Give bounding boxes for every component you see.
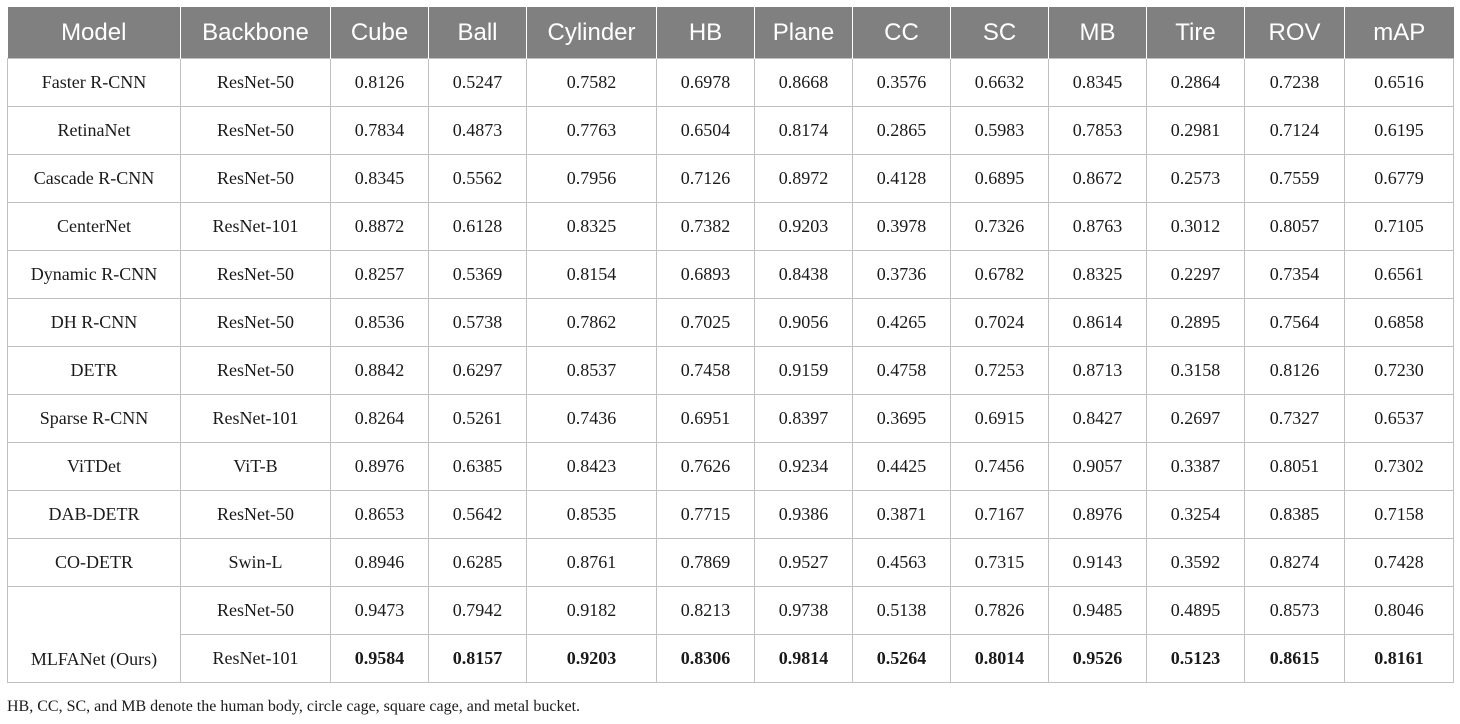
score-cell: 0.7826: [951, 587, 1049, 635]
score-cell: 0.2895: [1147, 299, 1245, 347]
score-cell: 0.8972: [755, 155, 853, 203]
score-cell: 0.8385: [1245, 491, 1345, 539]
score-cell: 0.3387: [1147, 443, 1245, 491]
score-cell: 0.5247: [429, 59, 527, 107]
model-cell: DH R-CNN: [8, 299, 181, 347]
score-cell: 0.7626: [657, 443, 755, 491]
score-cell: 0.8614: [1049, 299, 1147, 347]
header-cell: Plane: [755, 7, 853, 59]
score-cell: 0.7456: [951, 443, 1049, 491]
score-cell: 0.7458: [657, 347, 755, 395]
score-cell: 0.9738: [755, 587, 853, 635]
score-cell: 0.7956: [527, 155, 657, 203]
score-cell: 0.8842: [331, 347, 429, 395]
score-cell: 0.8397: [755, 395, 853, 443]
score-cell: 0.7354: [1245, 251, 1345, 299]
header-cell: ROV: [1245, 7, 1345, 59]
score-cell: 0.7853: [1049, 107, 1147, 155]
model-cell: DETR: [8, 347, 181, 395]
score-cell: 0.7559: [1245, 155, 1345, 203]
score-cell: 0.6978: [657, 59, 755, 107]
score-cell: 0.6895: [951, 155, 1049, 203]
score-cell: 0.2697: [1147, 395, 1245, 443]
score-cell: 0.8423: [527, 443, 657, 491]
score-cell: 0.8345: [1049, 59, 1147, 107]
model-cell: ViTDet: [8, 443, 181, 491]
score-cell: 0.8672: [1049, 155, 1147, 203]
header-cell: CC: [853, 7, 951, 59]
score-cell: 0.7869: [657, 539, 755, 587]
score-cell: 0.8213: [657, 587, 755, 635]
score-cell: 0.4563: [853, 539, 951, 587]
score-cell: 0.7582: [527, 59, 657, 107]
score-cell: 0.7126: [657, 155, 755, 203]
table-row: [8, 491, 1454, 539]
score-cell: 0.5123: [1147, 635, 1245, 683]
score-cell: 0.9584: [331, 635, 429, 683]
score-cell: 0.3012: [1147, 203, 1245, 251]
score-cell: 0.6285: [429, 539, 527, 587]
table-row: [8, 443, 1454, 491]
header-cell: Backbone: [181, 7, 331, 59]
backbone-cell: ResNet-50: [181, 107, 331, 155]
score-cell: 0.2573: [1147, 155, 1245, 203]
score-cell: 0.4895: [1147, 587, 1245, 635]
model-cell: Cascade R-CNN: [8, 155, 181, 203]
score-cell: 0.5738: [429, 299, 527, 347]
score-cell: 0.8668: [755, 59, 853, 107]
score-cell: 0.6915: [951, 395, 1049, 443]
backbone-cell: ResNet-50: [181, 299, 331, 347]
score-cell: 0.8653: [331, 491, 429, 539]
score-cell: 0.3592: [1147, 539, 1245, 587]
score-cell: 0.7564: [1245, 299, 1345, 347]
score-cell: 0.8264: [331, 395, 429, 443]
backbone-cell: ResNet-101: [181, 395, 331, 443]
score-cell: 0.8872: [331, 203, 429, 251]
score-cell: 0.8615: [1245, 635, 1345, 683]
header-cell: HB: [657, 7, 755, 59]
table-row: [8, 107, 1454, 155]
score-cell: 0.7862: [527, 299, 657, 347]
header-cell: Cube: [331, 7, 429, 59]
score-cell: 0.4128: [853, 155, 951, 203]
backbone-cell: ResNet-50: [181, 155, 331, 203]
score-cell: 0.8046: [1345, 587, 1454, 635]
score-cell: 0.9159: [755, 347, 853, 395]
score-cell: 0.5562: [429, 155, 527, 203]
score-cell: 0.7942: [429, 587, 527, 635]
table-row: [8, 155, 1454, 203]
score-cell: 0.8573: [1245, 587, 1345, 635]
score-cell: 0.2865: [853, 107, 951, 155]
score-cell: 0.7326: [951, 203, 1049, 251]
score-cell: 0.4425: [853, 443, 951, 491]
score-cell: 0.5369: [429, 251, 527, 299]
score-cell: 0.9143: [1049, 539, 1147, 587]
score-cell: 0.6128: [429, 203, 527, 251]
score-cell: 0.9057: [1049, 443, 1147, 491]
score-cell: 0.6782: [951, 251, 1049, 299]
score-cell: 0.8126: [331, 59, 429, 107]
score-cell: 0.7230: [1345, 347, 1454, 395]
score-cell: 0.9234: [755, 443, 853, 491]
score-cell: 0.3158: [1147, 347, 1245, 395]
table-row: [8, 347, 1454, 395]
backbone-cell: Swin-L: [181, 539, 331, 587]
header-row: [8, 7, 1454, 59]
score-cell: 0.8325: [527, 203, 657, 251]
score-cell: 0.6561: [1345, 251, 1454, 299]
score-cell: 0.8713: [1049, 347, 1147, 395]
score-cell: 0.9203: [755, 203, 853, 251]
score-cell: 0.9473: [331, 587, 429, 635]
table-row: [8, 59, 1454, 107]
model-cell: MLFANet (Ours): [8, 587, 181, 683]
score-cell: 0.6297: [429, 347, 527, 395]
score-cell: 0.5261: [429, 395, 527, 443]
score-cell: 0.6779: [1345, 155, 1454, 203]
score-cell: 0.7158: [1345, 491, 1454, 539]
score-cell: 0.8946: [331, 539, 429, 587]
score-cell: 0.8306: [657, 635, 755, 683]
score-cell: 0.5264: [853, 635, 951, 683]
score-cell: 0.7167: [951, 491, 1049, 539]
score-cell: 0.9182: [527, 587, 657, 635]
score-cell: 0.7024: [951, 299, 1049, 347]
score-cell: 0.8161: [1345, 635, 1454, 683]
score-cell: 0.8325: [1049, 251, 1147, 299]
score-cell: 0.8427: [1049, 395, 1147, 443]
table-row: [8, 203, 1454, 251]
score-cell: 0.7302: [1345, 443, 1454, 491]
header-cell: mAP: [1345, 7, 1454, 59]
score-cell: 0.9056: [755, 299, 853, 347]
backbone-cell: ViT-B: [181, 443, 331, 491]
score-cell: 0.7238: [1245, 59, 1345, 107]
score-cell: 0.8761: [527, 539, 657, 587]
score-cell: 0.3695: [853, 395, 951, 443]
score-cell: 0.6632: [951, 59, 1049, 107]
table-body: [8, 59, 1454, 683]
score-cell: 0.7315: [951, 539, 1049, 587]
header-cell: Tire: [1147, 7, 1245, 59]
score-cell: 0.3736: [853, 251, 951, 299]
score-cell: 0.6195: [1345, 107, 1454, 155]
score-cell: 0.7124: [1245, 107, 1345, 155]
backbone-cell: ResNet-101: [181, 635, 331, 683]
score-cell: 0.7715: [657, 491, 755, 539]
score-cell: 0.9386: [755, 491, 853, 539]
score-cell: 0.8535: [527, 491, 657, 539]
score-cell: 0.8157: [429, 635, 527, 683]
score-cell: 0.8051: [1245, 443, 1345, 491]
score-cell: 0.5983: [951, 107, 1049, 155]
model-cell: RetinaNet: [8, 107, 181, 155]
backbone-cell: ResNet-101: [181, 203, 331, 251]
backbone-cell: ResNet-50: [181, 347, 331, 395]
score-cell: 0.4265: [853, 299, 951, 347]
backbone-cell: ResNet-50: [181, 59, 331, 107]
score-cell: 0.8537: [527, 347, 657, 395]
score-cell: 0.8345: [331, 155, 429, 203]
score-cell: 0.4758: [853, 347, 951, 395]
model-cell: Faster R-CNN: [8, 59, 181, 107]
score-cell: 0.7253: [951, 347, 1049, 395]
score-cell: 0.7327: [1245, 395, 1345, 443]
table-row: [8, 395, 1454, 443]
model-cell: Sparse R-CNN: [8, 395, 181, 443]
header-cell: MB: [1049, 7, 1147, 59]
score-cell: 0.9485: [1049, 587, 1147, 635]
score-cell: 0.8763: [1049, 203, 1147, 251]
score-cell: 0.8154: [527, 251, 657, 299]
score-cell: 0.8274: [1245, 539, 1345, 587]
table-footnote: HB, CC, SC, and MB denote the human body, circle cage, square cage, and metal bucket.: [7, 698, 581, 715]
score-cell: 0.7428: [1345, 539, 1454, 587]
table-row: [8, 299, 1454, 347]
score-cell: 0.7105: [1345, 203, 1454, 251]
table-row: [8, 251, 1454, 299]
model-cell: CenterNet: [8, 203, 181, 251]
results-table: [7, 7, 1454, 683]
score-cell: 0.8174: [755, 107, 853, 155]
score-cell: 0.6951: [657, 395, 755, 443]
score-cell: 0.9814: [755, 635, 853, 683]
score-cell: 0.8976: [1049, 491, 1147, 539]
score-cell: 0.6504: [657, 107, 755, 155]
header-cell: Ball: [429, 7, 527, 59]
score-cell: 0.8536: [331, 299, 429, 347]
header-cell: Cylinder: [527, 7, 657, 59]
score-cell: 0.5642: [429, 491, 527, 539]
table-row: [8, 587, 1454, 635]
score-cell: 0.4873: [429, 107, 527, 155]
score-cell: 0.6516: [1345, 59, 1454, 107]
score-cell: 0.8438: [755, 251, 853, 299]
header-cell: Model: [8, 7, 181, 59]
model-cell: DAB-DETR: [8, 491, 181, 539]
backbone-cell: ResNet-50: [181, 587, 331, 635]
model-cell: CO-DETR: [8, 539, 181, 587]
score-cell: 0.8976: [331, 443, 429, 491]
score-cell: 0.2297: [1147, 251, 1245, 299]
score-cell: 0.6537: [1345, 395, 1454, 443]
model-cell: Dynamic R-CNN: [8, 251, 181, 299]
score-cell: 0.7436: [527, 395, 657, 443]
score-cell: 0.9527: [755, 539, 853, 587]
score-cell: 0.3871: [853, 491, 951, 539]
score-cell: 0.2864: [1147, 59, 1245, 107]
score-cell: 0.6893: [657, 251, 755, 299]
score-cell: 0.8257: [331, 251, 429, 299]
score-cell: 0.7382: [657, 203, 755, 251]
score-cell: 0.9203: [527, 635, 657, 683]
score-cell: 0.6385: [429, 443, 527, 491]
score-cell: 0.6858: [1345, 299, 1454, 347]
score-cell: 0.7834: [331, 107, 429, 155]
score-cell: 0.8126: [1245, 347, 1345, 395]
score-cell: 0.7763: [527, 107, 657, 155]
score-cell: 0.7025: [657, 299, 755, 347]
header-cell: SC: [951, 7, 1049, 59]
table-row: [8, 539, 1454, 587]
score-cell: 0.9526: [1049, 635, 1147, 683]
backbone-cell: ResNet-50: [181, 251, 331, 299]
backbone-cell: ResNet-50: [181, 491, 331, 539]
score-cell: 0.3978: [853, 203, 951, 251]
score-cell: 0.8014: [951, 635, 1049, 683]
score-cell: 0.8057: [1245, 203, 1345, 251]
score-cell: 0.5138: [853, 587, 951, 635]
score-cell: 0.3254: [1147, 491, 1245, 539]
score-cell: 0.3576: [853, 59, 951, 107]
table-row: [8, 635, 1454, 683]
score-cell: 0.2981: [1147, 107, 1245, 155]
